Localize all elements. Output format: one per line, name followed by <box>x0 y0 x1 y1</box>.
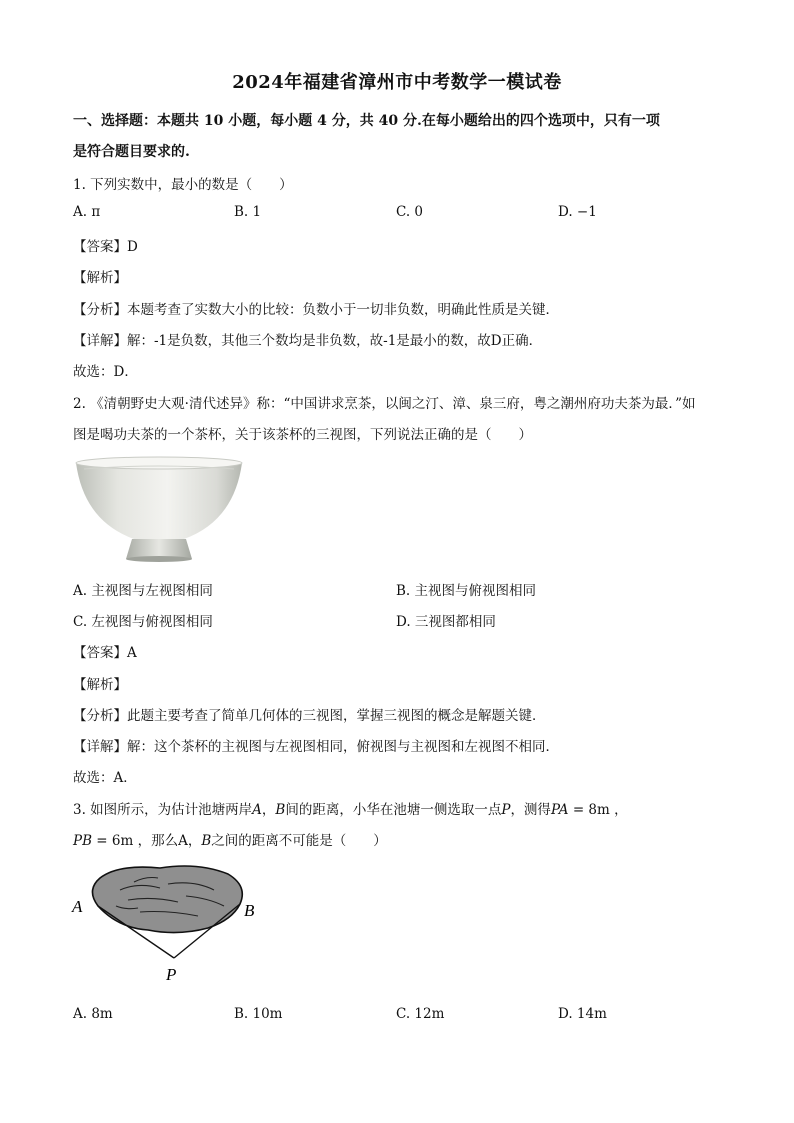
section-heading-line1: 一、选择题：本题共 10 小题，每小题 4 分，共 40 分.在每小题给出的四个选项中，只有一项 <box>73 113 660 129</box>
q1-option-d: D. −1 <box>558 204 597 220</box>
q2-option-a: A. 主视图与左视图相同 <box>73 583 213 599</box>
label-b: B <box>244 901 255 920</box>
q2-analysis: 【分析】此题主要考查了简单几何体的三视图，掌握三视图的概念是解题关键． <box>73 708 546 724</box>
page-title: 2024年福建省漳州市中考数学一模试卷 <box>232 72 562 93</box>
section-heading-line2: 是符合题目要求的. <box>73 144 190 160</box>
q1-detail: 【详解】解：-1是负数，其他三个数均是非负数，故-1是最小的数，故D正确． <box>73 333 543 349</box>
tea-cup-image <box>74 455 244 565</box>
q3-option-c: C. 12m <box>396 1006 445 1022</box>
q2-answer: 【答案】A <box>73 645 137 661</box>
q2-option-c: C. 左视图与俯视图相同 <box>73 614 213 630</box>
q1-option-b: B. 1 <box>234 204 262 220</box>
q1-choice: 故选：D． <box>73 364 138 380</box>
q1-option-a: A. π <box>73 204 101 220</box>
q1-option-c: C. 0 <box>396 204 424 220</box>
q3-option-d: D. 14m <box>558 1006 607 1022</box>
q2-analysis-heading: 【解析】 <box>73 677 127 693</box>
q2-stem-line2: 图是喝功夫茶的一个茶杯，关于该茶杯的三视图，下列说法正确的是（ ） <box>73 427 532 443</box>
q3-option-a: A. 8m <box>73 1006 113 1022</box>
q1-stem: 1. 下列实数中，最小的数是（ ） <box>73 177 293 193</box>
q2-option-d: D. 三视图都相同 <box>396 614 496 630</box>
q3-stem-line2: PB = 6m ，那么A，B之间的距离不可能是（ ） <box>73 833 387 849</box>
q2-detail: 【详解】解：这个茶杯的主视图与左视图相同，俯视图与主视图和左视图不相同． <box>73 739 559 755</box>
q2-choice: 故选：A． <box>73 770 137 786</box>
q3-stem-line1: 3. 如图所示，为估计池塘两岸A，B间的距离，小华在池塘一侧选取一点P，测得PA = 8m ， <box>73 802 628 818</box>
q2-stem-line1: 2. 《清朝野史大观·清代述异》称：“中国讲求烹茶，以闽之汀、漳、泉三府，粤之潮州府功夫茶为最．”如 <box>73 396 696 412</box>
label-a: A <box>72 897 83 916</box>
q1-analysis: 【分析】本题考查了实数大小的比较：负数小于一切非负数，明确此性质是关键． <box>73 302 559 318</box>
label-p: P <box>166 965 177 984</box>
q2-option-b: B. 主视图与俯视图相同 <box>396 583 537 599</box>
q1-answer: 【答案】D <box>73 239 138 255</box>
pond-shape <box>92 866 242 933</box>
q1-analysis-heading: 【解析】 <box>73 270 127 286</box>
q3-option-b: B. 10m <box>234 1006 283 1022</box>
pond-figure <box>68 860 268 990</box>
